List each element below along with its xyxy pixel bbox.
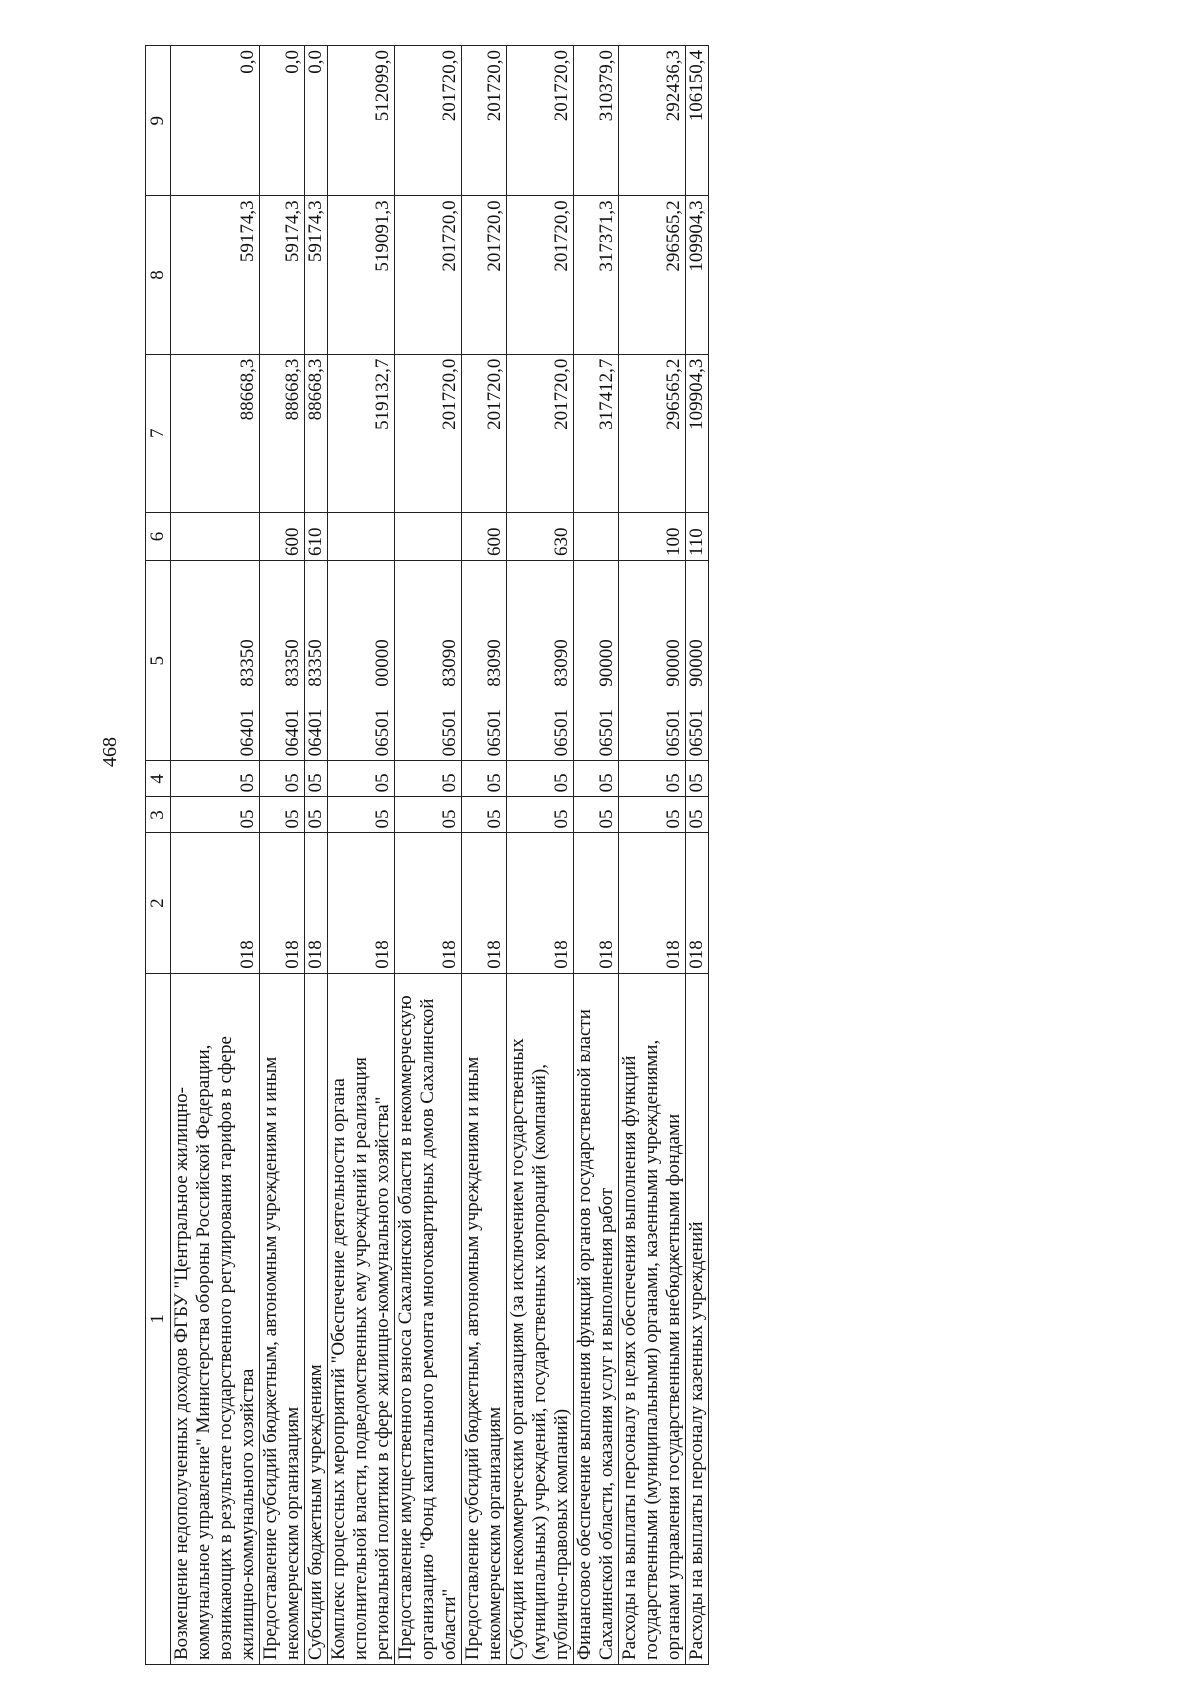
row-target-article-code: 90000: [686, 561, 709, 691]
row-admin-code: 018: [507, 833, 574, 973]
row-amount-year-2: 317371,3: [574, 196, 619, 354]
row-target-article-prefix: 06501: [619, 691, 686, 761]
row-section: 05: [171, 797, 260, 833]
rotated-table-frame: [145, 45, 855, 1665]
table-header-row: [146, 46, 171, 1665]
row-expense-type: 600: [462, 512, 507, 560]
row-amount-year-1: 88668,3: [260, 354, 305, 512]
row-expense-type: 110: [686, 512, 709, 560]
header-col-4: 4: [146, 761, 171, 797]
row-target-article-code: 90000: [619, 561, 686, 691]
row-admin-code: 018: [328, 833, 395, 973]
row-expense-type: [574, 512, 619, 560]
row-name: Расходы на выплаты персоналу казенных учреждений: [686, 973, 709, 1664]
row-amount-year-2: 59174,3: [305, 196, 328, 354]
table-row: [395, 46, 462, 1665]
row-name: Комплекс процессных мероприятий "Обеспечение деятельности органа исполнительной власти, подведомственных ему учреждений и реализация региональной политики в сфере жилищно-коммунального хозяйства": [328, 973, 395, 1664]
row-subsection: 05: [619, 761, 686, 797]
row-subsection: 05: [171, 761, 260, 797]
row-expense-type: 610: [305, 512, 328, 560]
row-target-article-prefix: 06501: [686, 691, 709, 761]
row-target-article-code: 83090: [395, 561, 462, 691]
table-row: [507, 46, 574, 1665]
header-col-8: 8: [146, 196, 171, 354]
row-expense-type: 630: [507, 512, 574, 560]
row-subsection: 05: [507, 761, 574, 797]
row-amount-year-1: 317412,7: [574, 354, 619, 512]
row-amount-year-2: 109904,3: [686, 196, 709, 354]
row-expense-type: [328, 512, 395, 560]
header-col-7: 7: [146, 354, 171, 512]
row-section: 05: [462, 797, 507, 833]
row-admin-code: 018: [260, 833, 305, 973]
row-name: Субсидии некоммерческим организациям (за исключением государственных (муниципальных) учреждений, государственных корпораций (компаний), публично-правовых компаний): [507, 973, 574, 1664]
row-admin-code: 018: [305, 833, 328, 973]
row-name: Расходы на выплаты персоналу в целях обеспечения выполнения функций государственными (муниципальными) органами, казенными учреждениями, органами управления государственными внебюджетными фондами: [619, 973, 686, 1664]
row-amount-year-3: 201720,0: [507, 46, 574, 196]
row-amount-year-3: 0,0: [171, 46, 260, 196]
row-amount-year-2: 519091,3: [328, 196, 395, 354]
row-amount-year-1: 88668,3: [305, 354, 328, 512]
row-amount-year-3: 292436,3: [619, 46, 686, 196]
row-target-article-code: 83090: [507, 561, 574, 691]
row-target-article-prefix: 06501: [328, 691, 395, 761]
row-subsection: 05: [462, 761, 507, 797]
row-name: Финансовое обеспечение выполнения функций органов государственной власти Сахалинской области, оказания услуг и выполнения работ: [574, 973, 619, 1664]
row-section: 05: [395, 797, 462, 833]
row-subsection: 05: [395, 761, 462, 797]
table-row: [462, 46, 507, 1665]
row-amount-year-1: 109904,3: [686, 354, 709, 512]
row-amount-year-1: 88668,3: [171, 354, 260, 512]
row-subsection: 05: [260, 761, 305, 797]
row-name: Предоставление субсидий бюджетным, автономным учреждениям и иным некоммерческим организациям: [260, 973, 305, 1664]
table-row: [260, 46, 305, 1665]
row-amount-year-3: 0,0: [260, 46, 305, 196]
header-col-2: 2: [146, 833, 171, 973]
row-admin-code: 018: [462, 833, 507, 973]
row-expense-type: 100: [619, 512, 686, 560]
row-expense-type: 600: [260, 512, 305, 560]
row-amount-year-1: 296565,2: [619, 354, 686, 512]
row-target-article-prefix: 06501: [395, 691, 462, 761]
table-row: [619, 46, 686, 1665]
row-section: 05: [574, 797, 619, 833]
row-amount-year-3: 106150,4: [686, 46, 709, 196]
row-name: Субсидии бюджетным учреждениям: [305, 973, 328, 1664]
row-amount-year-3: 310379,0: [574, 46, 619, 196]
row-subsection: 05: [686, 761, 709, 797]
row-target-article-code: 00000: [328, 561, 395, 691]
row-admin-code: 018: [395, 833, 462, 973]
row-amount-year-2: 59174,3: [260, 196, 305, 354]
row-expense-type: [171, 512, 260, 560]
row-target-article-code: 83350: [171, 561, 260, 691]
row-amount-year-3: 201720,0: [395, 46, 462, 196]
budget-table: [145, 45, 709, 1665]
row-section: 05: [305, 797, 328, 833]
row-section: 05: [686, 797, 709, 833]
page-number: 468: [99, 737, 121, 767]
row-admin-code: 018: [686, 833, 709, 973]
row-amount-year-2: 201720,0: [507, 196, 574, 354]
table-row: [686, 46, 709, 1665]
row-amount-year-2: 201720,0: [395, 196, 462, 354]
row-expense-type: [395, 512, 462, 560]
row-amount-year-3: 0,0: [305, 46, 328, 196]
row-amount-year-1: 201720,0: [462, 354, 507, 512]
row-amount-year-1: 201720,0: [395, 354, 462, 512]
row-amount-year-2: 59174,3: [171, 196, 260, 354]
row-amount-year-2: 201720,0: [462, 196, 507, 354]
row-admin-code: 018: [574, 833, 619, 973]
table-row: [328, 46, 395, 1665]
row-amount-year-3: 512099,0: [328, 46, 395, 196]
rotated-table-inner: [145, 45, 855, 1665]
row-subsection: 05: [574, 761, 619, 797]
row-amount-year-2: 296565,2: [619, 196, 686, 354]
row-subsection: 05: [305, 761, 328, 797]
row-target-article-code: 83090: [462, 561, 507, 691]
row-target-article-code: 83350: [260, 561, 305, 691]
header-col-9: 9: [146, 46, 171, 196]
table-row: [574, 46, 619, 1665]
row-name: Возмещение недополученных доходов ФГБУ "Центральное жилищно-коммунальное управление" Министерства обороны Российской Федерации, возникающих в результате государственного регулирования тарифов в сфере жилищно-коммунального хозяйства: [171, 973, 260, 1664]
row-name: Предоставление субсидий бюджетным, автономным учреждениям и иным некоммерческим организациям: [462, 973, 507, 1664]
row-target-article-prefix: 06501: [462, 691, 507, 761]
row-subsection: 05: [328, 761, 395, 797]
row-target-article-prefix: 06401: [305, 691, 328, 761]
header-col-5: 5: [146, 561, 171, 761]
row-amount-year-1: 201720,0: [507, 354, 574, 512]
row-section: 05: [507, 797, 574, 833]
row-target-article-prefix: 06401: [171, 691, 260, 761]
row-target-article-code: 83350: [305, 561, 328, 691]
table-row: [171, 46, 260, 1665]
row-amount-year-3: 201720,0: [462, 46, 507, 196]
row-admin-code: 018: [619, 833, 686, 973]
row-section: 05: [260, 797, 305, 833]
row-section: 05: [328, 797, 395, 833]
row-amount-year-1: 519132,7: [328, 354, 395, 512]
row-target-article-prefix: 06401: [260, 691, 305, 761]
row-target-article-prefix: 06501: [507, 691, 574, 761]
row-section: 05: [619, 797, 686, 833]
row-target-article-code: 90000: [574, 561, 619, 691]
table-row: [305, 46, 328, 1665]
header-col-1: 1: [146, 973, 171, 1664]
header-col-6: 6: [146, 512, 171, 560]
header-col-3: 3: [146, 797, 171, 833]
row-name: Предоставление имущественного взноса Сахалинской области в некоммерческую организацию "Фонд капитального ремонта многоквартирных домов Сахалинской области": [395, 973, 462, 1664]
row-admin-code: 018: [171, 833, 260, 973]
row-target-article-prefix: 06501: [574, 691, 619, 761]
